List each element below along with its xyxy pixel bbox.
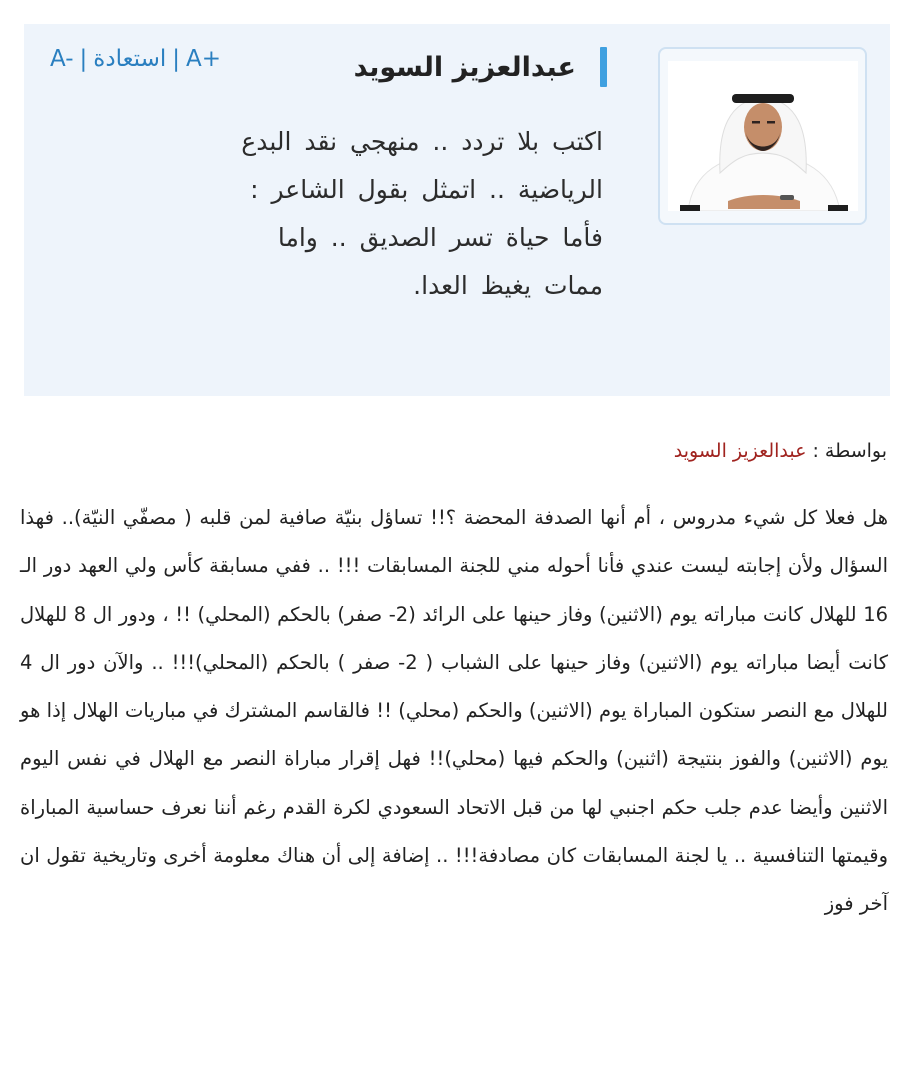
author-name: عبدالعزيز السويد (353, 51, 576, 83)
font-controls-separator: | (172, 46, 181, 72)
author-photo (658, 47, 867, 225)
font-size-controls (50, 46, 221, 72)
author-bio: اكتب بلا تردد .. منهجي نقد البدع الرياضية .. اتمثل بقول الشاعر : فأما حياة تسر الصديق .. واما ممات يغيظ العدا. (241, 127, 603, 300)
name-accent-bar (600, 47, 607, 87)
font-controls-separator: | (79, 46, 88, 72)
font-increase-button[interactable]: A+ (186, 46, 222, 72)
byline (674, 440, 887, 462)
font-reset-button[interactable]: استعادة (93, 46, 167, 72)
author-card (24, 24, 890, 396)
font-decrease-button[interactable]: A- (50, 46, 74, 72)
article-body: هل فعلا كل شيء مدروس ، أم أنها الصدفة المحضة ؟!! تساؤل بنيّة صافية لمن قلبه ( مصفّي النيّة).. فهذا السؤال ولأن إجابته ليست عندي فأنا أحوله مني للجنة المسابقات !!! .. ففي مسابقة كأس ولي العهد دور الـ 16 للهلال كانت مباراته يوم (الاثنين) وفاز حينها على الرائد (2- صفر) بالحكم (المحلي) !! ، ودور ال 8 للهلال كانت أيضا مباراته يوم (الاثنين) وفاز حينها على الشباب ( 2- صفر ) بالحكم (المحلي)!!! .. والآن دور ال 4 للهلال مع النصر ستكون المباراة يوم (الاثنين) والحكم (محلي) !! فالقاسم المشترك في مباريات الهلال إذا هو يوم (الاثنين) والفوز بنتيجة (اثنين) والحكم فيها (محلي)!! فهل إقرار مباراة النصر مع الهلال في نفس اليوم الاثنين وأيضا عدم جلب حكم اجنبي لها من قبل الاتحاد السعودي لكرة القدم رغم أننا نعرف حساسية المباراة وقيمتها التنافسية .. يا لجنة المسابقات كان مصادفة!!! .. إضافة إلى أن هناك معلومة أخرى وتاريخية تقول ان آخر فوز (20, 506, 889, 916)
author-portrait-icon (668, 61, 858, 211)
author-name-row (354, 46, 607, 88)
byline-label: بواسطة : (812, 440, 887, 462)
byline-author-link[interactable]: عبدالعزيز السويد (673, 440, 807, 462)
